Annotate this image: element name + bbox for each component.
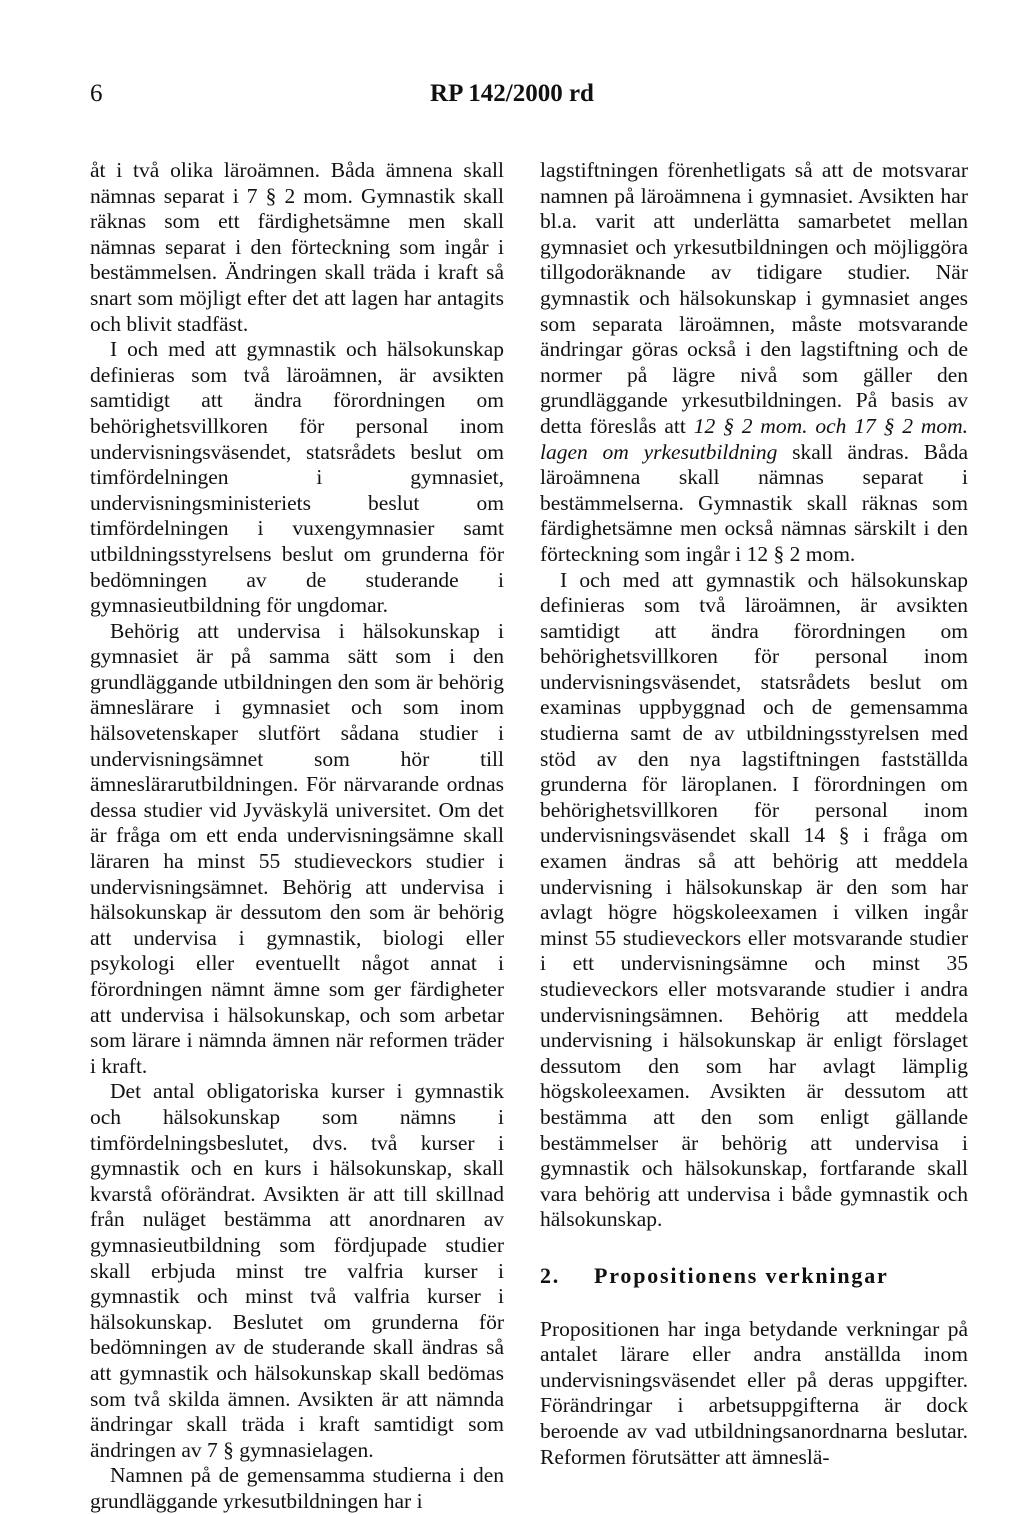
left-paragraph: Det antal obligatoriska kurser i gymnastik och hälsokunskap som nämns i timfördelningsbeslutet, dvs. två kurser i gymnastik och en kurs i hälsokunskap, skall kvarstå oförändrat. Avsikten är att till skillnad från nuläget bestämma att anordnaren av gymnasieutbildning som fördjupade studier skall erbjuda minst tre valfria kurser i gymnastik och minst två valfria kurser i hälsokunskap. Beslutet om grunderna för bedömningen av de studerande skall ändras så att gymnastik och hälsokunskap skall bedömas som två skilda ämnen. Avsikten är att nämnda ändringar skall träda i kraft samtidigt som ändringen av 7 § gymnasielagen. <box>90 1079 504 1462</box>
left-paragraph: Behörig att undervisa i hälsokunskap i gymnasiet är på samma sätt som i den grundläggande utbildningen den som är behörig ämneslärare i gymnasiet och som inom hälsovetenskaper slutfört sådana studier i undervisningsämnet som hör till ämneslärarutbildningen. För närvarande ordnas dessa studier vid Jyväskylä universitet. Om det är fråga om ett enda undervisningsämne skall läraren ha minst 55 studieveckors studier i undervisningsämnet. Behörig att undervisa i hälsokunskap är dessutom den som är behörig att undervisa i gymnastik, biologi eller psykologi eller eventuellt något annat i förordningen nämnt ämne som ger färdigheter att undervisa i hälsokunskap, och som arbetar som lärare i nämnda ämnen när reformen träder i kraft. <box>90 618 504 1078</box>
left-paragraph: åt i två olika läroämnen. Båda ämnena skall nämnas separat i 7 § 2 mom. Gymnastik skall räknas som ett färdighetsämne men skall nämnas separat i den förteckning som ingår i bestämmelsen. Ändringen skall träda i kraft så snart som möjligt efter det att lagen har antagits och blivit stadfäst. <box>90 158 504 336</box>
document-id: RP 142/2000 rd <box>430 80 594 107</box>
right-paragraph <box>540 158 968 568</box>
left-column <box>90 158 504 1514</box>
page-number: 6 <box>90 80 103 107</box>
section-heading <box>540 1263 968 1289</box>
left-paragraph: Namnen på de gemensamma studierna i den grundläggande yrkesutbildningen har i <box>90 1463 504 1513</box>
section-number: 2. <box>540 1262 561 1288</box>
left-paragraph: I och med att gymnastik och hälsokunskap definieras som två läroämnen, är avsikten samtidigt att ändra förordningen om behörighetsvillkoren för personal inom undervisningsväsendet, statsrådets beslut om timfördelningen i gymnasiet, undervisningsministeriets beslut om timfördelningen i vuxengymnasier samt utbildningsstyrelsens beslut om grunderna för bedömningen av de studerande i gymnasieutbildning för ungdomar. <box>90 337 504 618</box>
right-paragraph-text: lagstiftningen förenhetligats så att de motsvarar namnen på läroämnena i gymnasiet. Avsikten har bl.a. varit att underlätta samarbetet mellan gymnasiet och yrkesutbildningen och möjliggöra tillgodoräknande av tidigare studier. När gymnastik och hälsokunskap i gymnasiet anges som separata läroämnen, måste motsvarande ändringar göras också i den lagstiftning och de normer på lägre nivå som gäller den grundläggande yrkesutbildningen. På basis av detta föreslås att <box>540 158 968 438</box>
right-paragraph: I och med att gymnastik och hälsokunskap definieras som två läroämnen, är avsikten samtidigt att ändra förordningen om behörighetsvillkoren för personal inom undervisningsväsendet, statsrådets beslut om examinas uppbyggnad och de gemensamma studierna samt de av utbildningsstyrelsen med stöd av den nya lagstiftningen fastställda grunderna för läroplanen. I förordningen om behörighetsvillkoren för personal inom undervisningsväsendet skall 14 § i fråga om examen ändras så att behörig att meddela undervisning i hälsokunskap är den som har avlagt högre högskoleexamen i vilken ingår minst 55 studieveckors eller motsvarande studier i ett undervisningsämne och minst 35 studieveckors eller motsvarande studier i andra undervisningsämnen. Behörig att meddela undervisning i hälsokunskap är enligt förslaget dessutom den som har avlagt lämplig högskoleexamen. Avsikten är dessutom att bestämma att den som enligt gällande bestämmelser är behörig att undervisa i gymnastik och hälsokunskap, fortfarande skall vara behörig att undervisa i både gymnastik och hälsokunskap. <box>540 567 968 1232</box>
right-column <box>540 158 968 1470</box>
section-title: Propositionens verkningar <box>594 1262 889 1288</box>
section-body: Propositionen har inga betydande verkningar på antalet lärare eller andra anställda inom undervisningsväsendet eller på deras uppgifter. Förändringar i arbetsuppgifterna är dock beroende av vad utbildningsanordnarna beslutar. Reformen förutsätter att ämneslä- <box>540 1316 968 1469</box>
right-paragraph-text: skall ändras. Båda läroämnena skall nämnas separat i bestämmelserna. Gymnastik skall räknas som färdighetsämne men också nämnas särskilt i den förteckning som ingår i 12 § 2 mom. <box>540 439 968 566</box>
law-reference: 12 § 2 mom. och 17 § 2 mom. lagen om yrkesutbildning <box>540 413 968 464</box>
